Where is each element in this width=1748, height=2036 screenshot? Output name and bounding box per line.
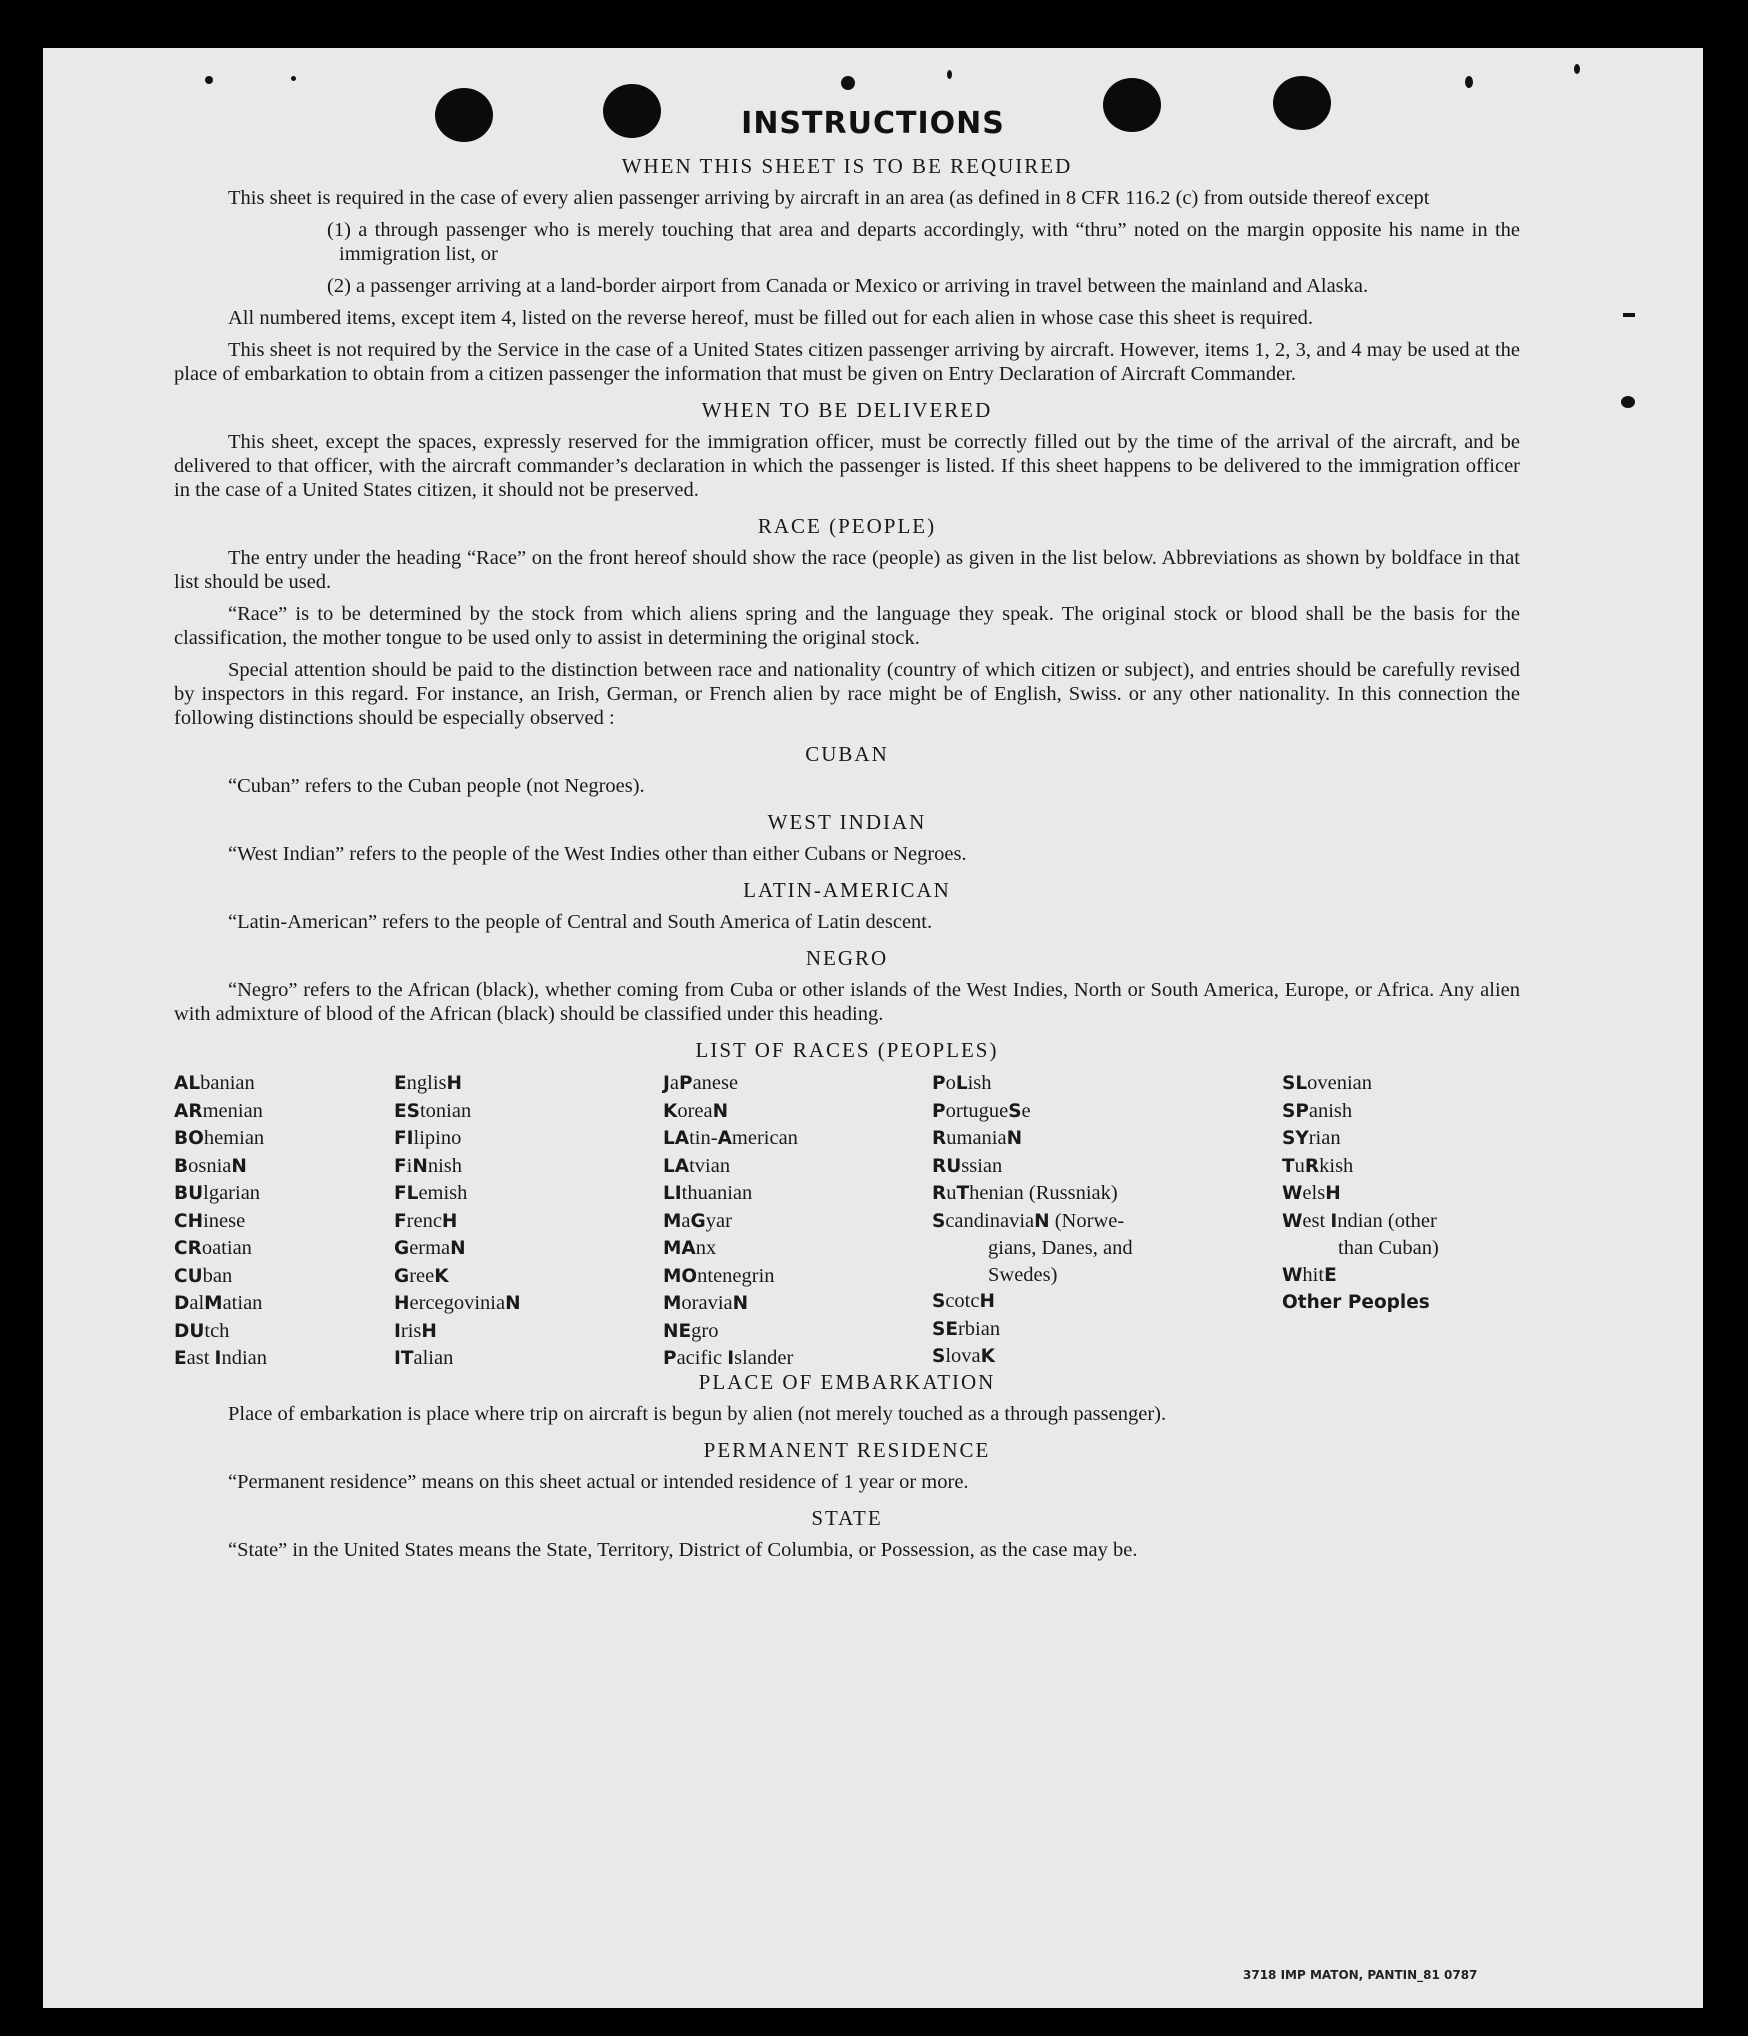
paragraph: All numbered items, except item 4, listed on the reverse hereof, must be filled out for each alien in whose case this sheet is required. (228, 307, 1314, 329)
instructions-body (174, 154, 1520, 1562)
race-abbreviation: F (394, 1210, 407, 1232)
race-abbreviation: H (421, 1320, 437, 1342)
race-abbreviation: SE (932, 1318, 958, 1340)
race-abbreviation: W (1282, 1210, 1303, 1232)
race-abbreviation: K (980, 1346, 995, 1367)
race-abbreviation: P (679, 1073, 693, 1094)
race-abbreviation: N (732, 1293, 749, 1314)
race-abbreviation: H (1325, 1183, 1341, 1204)
paragraph: “Cuban” refers to the Cuban people (not Negroes). (228, 775, 645, 797)
section-heading-when-delivered: WHEN TO BE DELIVERED (701, 398, 993, 422)
race-list-item (663, 1290, 913, 1318)
race-list-item (663, 1180, 913, 1208)
race-name-part: al (189, 1292, 205, 1314)
race-abbreviation: R (1304, 1155, 1320, 1177)
race-name-part: lgarian (203, 1182, 261, 1204)
race-abbreviation: D (174, 1293, 190, 1314)
race-list-item (1282, 1153, 1522, 1181)
race-name-part: rbian (957, 1317, 1001, 1340)
race-abbreviation: ES (394, 1100, 420, 1122)
race-list-item (932, 1180, 1232, 1208)
race-list-item (663, 1263, 913, 1291)
race-name-part: tch (204, 1319, 230, 1342)
race-abbreviation: IT (394, 1348, 414, 1369)
race-list-item (663, 1345, 913, 1373)
race-abbreviation: I (394, 1320, 401, 1342)
race-name-part: tonian (419, 1099, 472, 1122)
race-name-part: ban (202, 1264, 233, 1287)
race-list-item (174, 1318, 374, 1346)
race-list-item (932, 1262, 1232, 1289)
race-name-part: banian (200, 1072, 255, 1094)
race-abbreviation: N (712, 1100, 729, 1122)
race-list-item (394, 1098, 634, 1126)
race-name-part: ndian (other (1337, 1209, 1437, 1232)
race-name-part: yar (705, 1209, 732, 1232)
ink-speck (841, 76, 855, 90)
race-name-part: emish (418, 1182, 468, 1204)
race-list-item (394, 1318, 634, 1346)
race-abbreviation: G (690, 1210, 706, 1232)
race-name-part: ast (186, 1347, 215, 1369)
race-list-item (1282, 1262, 1522, 1290)
race-abbreviation: CU (174, 1265, 203, 1287)
race-list-column (394, 1070, 634, 1373)
race-abbreviation: SL (1282, 1073, 1308, 1094)
race-abbreviation: N (231, 1155, 247, 1177)
paragraph: This sheet, except the spaces, expressly reserved for the immigration officer, must be correctly filled out by the time of the arrival of the aircraft, and be delivered to that officer, with the aircraft commander’s declaration in which the passenger is listed. If this sheet happens to be delivered to the immigration officer in the case of a United States citizen, it should not be preserved. (174, 431, 1520, 501)
race-abbreviation: E (394, 1073, 407, 1094)
race-abbreviation: M (663, 1210, 682, 1232)
race-abbreviation: H (441, 1210, 458, 1232)
race-list-column (1282, 1070, 1522, 1317)
race-abbreviation: K (434, 1265, 449, 1287)
page-title: INSTRUCTIONS (741, 106, 1005, 141)
race-name-part: a (681, 1209, 691, 1232)
race-abbreviation: S (932, 1346, 946, 1367)
race-abbreviation: S (1008, 1100, 1022, 1122)
race-list-item (1282, 1208, 1522, 1236)
race-abbreviation: NE (663, 1320, 692, 1342)
paragraph: “Latin-American” refers to the people of Central and South America of Latin descent. (228, 911, 933, 933)
race-abbreviation: F (394, 1155, 407, 1177)
race-list-item (394, 1235, 634, 1263)
race-name-part: i (406, 1154, 413, 1177)
race-name-part: Swedes) (988, 1263, 1058, 1286)
form-number: 3718 IMP MATON, PANTIN_81 0787 (1243, 1968, 1478, 1982)
race-list-column (932, 1070, 1232, 1371)
section-heading-west-indian: WEST INDIAN (767, 810, 927, 834)
race-name-part: slander (734, 1347, 794, 1369)
race-abbreviation: MO (663, 1265, 698, 1287)
race-abbreviation: CR (174, 1238, 202, 1259)
race-list-item (174, 1345, 374, 1373)
section-heading-latin-american: LATIN-AMERICAN (743, 878, 951, 902)
race-list-item (394, 1070, 634, 1098)
race-abbreviation: E (1324, 1264, 1337, 1286)
race-list-item (1282, 1125, 1522, 1153)
race-name-part: est (1302, 1209, 1331, 1232)
race-abbreviation: I (727, 1348, 735, 1369)
race-name-part: hemian (203, 1127, 265, 1149)
race-name-part: hit (1302, 1263, 1325, 1286)
ink-speck (1574, 64, 1580, 74)
race-list-item (932, 1125, 1232, 1153)
race-list-item (174, 1070, 374, 1098)
race-list-item (932, 1288, 1232, 1316)
race-abbreviation: R (932, 1183, 947, 1204)
race-abbreviation: DU (174, 1320, 205, 1342)
paragraph: “Race” is to be determined by the stock from which aliens spring and the language they speak. The original stock or blood shall be the basis for the classification, the mother tongue to be used only to assist in determining the original stock. (174, 603, 1520, 649)
race-list-item (663, 1098, 913, 1126)
race-abbreviation: A (717, 1128, 732, 1149)
race-list-item (932, 1235, 1232, 1262)
race-list-item (1282, 1289, 1522, 1317)
race-name-part: lipino (413, 1127, 462, 1149)
race-name-part: anese (692, 1072, 739, 1094)
race-abbreviation: AR (174, 1100, 203, 1122)
paragraph: The entry under the heading “Race” on the front hereof should show the race (people) as given in the list below. Abbreviations as shown by boldface in that list should be used. (174, 547, 1520, 593)
race-abbreviation: AL (174, 1073, 201, 1094)
race-name-part: (Norwe- (1049, 1209, 1125, 1232)
race-abbreviation: LI (663, 1183, 682, 1204)
race-list-item (663, 1153, 913, 1181)
race-abbreviation: SP (1282, 1100, 1309, 1122)
race-abbreviation: Other Peoples (1282, 1292, 1430, 1313)
race-name-part: anish (1308, 1099, 1353, 1122)
race-abbreviation: P (932, 1100, 946, 1122)
race-abbreviation: N (412, 1155, 428, 1177)
race-name-part: gians, Danes, and (988, 1237, 1133, 1259)
section-heading-state: STATE (811, 1506, 883, 1530)
race-name-part: henian (Russniak) (969, 1182, 1118, 1204)
race-name-part: tin- (689, 1127, 718, 1149)
race-name-part: els (1302, 1182, 1326, 1204)
race-list-item (174, 1290, 374, 1318)
race-name-part: ovenian (1307, 1072, 1373, 1094)
paragraph: “State” in the United States means the State, Territory, District of Columbia, or Possession, as the case may be. (228, 1539, 1138, 1561)
race-name-part: umania (946, 1127, 1007, 1149)
race-abbreviation: P (663, 1348, 677, 1369)
race-name-part: o (945, 1072, 956, 1094)
race-name-part: rian (1308, 1127, 1341, 1149)
race-name-part: ortugue (945, 1099, 1009, 1122)
paragraph: “Negro” refers to the African (black), whether coming from Cuba or other islands of the West Indies, North or South America, Europe, or Africa. Any alien with admixture of blood of the African (black) should be classified under this heading. (174, 979, 1520, 1025)
race-name-part: nglis (406, 1072, 447, 1094)
race-abbreviation: N (505, 1293, 521, 1314)
race-abbreviation: S (932, 1210, 946, 1232)
race-list-item (1282, 1098, 1522, 1126)
race-list-item (932, 1070, 1232, 1098)
race-list-item (932, 1098, 1232, 1126)
race-name-part: menian (202, 1099, 263, 1122)
race-name-part: ris (400, 1319, 422, 1342)
race-name-part: ndian (221, 1347, 267, 1369)
race-abbreviation: J (663, 1073, 670, 1094)
race-name-part: lova (945, 1345, 981, 1367)
race-abbreviation: M (204, 1293, 223, 1314)
race-name-part: alian (413, 1347, 454, 1369)
race-abbreviation: BO (174, 1128, 204, 1149)
section-heading-race: RACE (PEOPLE) (757, 514, 937, 538)
race-abbreviation: N (1034, 1210, 1050, 1232)
race-list-item (174, 1098, 374, 1126)
race-list-item (174, 1263, 374, 1291)
ink-speck (291, 76, 296, 81)
race-name-part: candinavia (945, 1209, 1035, 1232)
race-abbreviation: N (1006, 1128, 1023, 1149)
race-list-item (394, 1208, 634, 1236)
race-name-part: ish (967, 1072, 992, 1094)
race-name-part: than Cuban) (1338, 1237, 1439, 1259)
document-sheet (43, 48, 1703, 2008)
race-name-part: acific (676, 1347, 728, 1369)
race-abbreviation: P (932, 1073, 946, 1094)
race-list-item (394, 1263, 634, 1291)
race-list-item (932, 1153, 1232, 1181)
race-abbreviation: CH (174, 1210, 204, 1232)
section-heading-when-required: WHEN THIS SHEET IS TO BE REQUIRED (621, 154, 1073, 178)
race-name-part: nish (427, 1154, 463, 1177)
race-abbreviation: I (214, 1348, 222, 1369)
race-name-part: oravia (681, 1292, 733, 1314)
race-name-part: ntenegrin (697, 1264, 775, 1287)
section-heading-residence: PERMANENT RESIDENCE (703, 1438, 991, 1462)
race-abbreviation: S (932, 1291, 946, 1312)
race-list-item (174, 1208, 374, 1236)
race-abbreviation: L (955, 1073, 968, 1094)
race-abbreviation: LA (663, 1155, 690, 1177)
race-list-item (1282, 1180, 1522, 1208)
paragraph: This sheet is not required by the Service in the case of a United States citizen passenger arriving by aircraft. However, items 1, 2, 3, and 4 may be used at the place of embarkation to obtain from a citizen passenger the information that must be given on Entry Declaration of Aircraft Commander. (174, 339, 1520, 385)
race-list-item (394, 1180, 634, 1208)
race-abbreviation: N (450, 1238, 466, 1259)
paragraph: “West Indian” refers to the people of the West Indies other than either Cubans or Negroes. (228, 843, 967, 865)
race-abbreviation: G (394, 1265, 410, 1287)
race-abbreviation: BU (174, 1183, 204, 1204)
race-list-item (663, 1208, 913, 1236)
race-abbreviation: H (394, 1293, 410, 1314)
paragraph: Special attention should be paid to the distinction between race and nationality (country of which citizen or subject), and entries should be carefully revised by inspectors in this regard. For instance, an Irish, German, or French alien by race might be of English, Swiss. or any other nationality. In this connection the following distinctions should be especially observed : (174, 659, 1520, 729)
race-abbreviation: I (1330, 1210, 1338, 1232)
ink-speck (1465, 76, 1473, 88)
race-abbreviation: H (979, 1291, 995, 1312)
list-item: (2) a passenger arriving at a land-border airport from Canada or Mexico or arriving in travel between the mainland and Alaska. (327, 275, 1369, 297)
race-abbreviation: FL (394, 1183, 419, 1204)
race-list-item (174, 1125, 374, 1153)
section-heading-negro: NEGRO (805, 946, 889, 970)
race-name-part: thuanian (681, 1182, 753, 1204)
race-name-part: merican (731, 1127, 798, 1149)
paragraph: “Permanent residence” means on this sheet actual or intended residence of 1 year or more. (228, 1471, 969, 1493)
race-name-part: gro (691, 1319, 719, 1342)
race-list-item (932, 1343, 1232, 1371)
race-list-item (394, 1125, 634, 1153)
race-list-item (663, 1070, 913, 1098)
race-list-item (174, 1153, 374, 1181)
race-list-item (663, 1318, 913, 1346)
race-list-column (174, 1070, 374, 1373)
paragraph: Place of embarkation is place where trip on aircraft is begun by alien (not merely touched as a through passenger). (228, 1403, 1167, 1425)
paragraph: This sheet is required in the case of every alien passenger arriving by aircraft in an area (as defined in 8 CFR 116.2 (c) from outside thereof except (228, 187, 1430, 209)
race-list-item (1282, 1235, 1522, 1262)
race-abbreviation: M (663, 1293, 682, 1314)
section-heading-cuban: CUBAN (805, 742, 889, 766)
race-abbreviation: H (446, 1073, 462, 1094)
race-name-part: e (1021, 1099, 1031, 1122)
race-list-item (394, 1290, 634, 1318)
ink-speck (1623, 313, 1635, 317)
race-abbreviation: R (932, 1128, 947, 1149)
race-name-part: nx (695, 1237, 717, 1259)
race-list-item (394, 1345, 634, 1373)
race-list-item (174, 1180, 374, 1208)
race-abbreviation: E (174, 1348, 187, 1369)
race-abbreviation: SY (1282, 1128, 1309, 1149)
ink-speck (947, 70, 952, 79)
race-abbreviation: T (1282, 1155, 1295, 1177)
race-abbreviation: RU (932, 1155, 962, 1177)
race-list-item (932, 1208, 1232, 1236)
race-name-part: u (946, 1182, 957, 1204)
race-name-part: ercegovinia (409, 1292, 506, 1314)
section-heading-embarkation: PLACE OF EMBARKATION (698, 1370, 996, 1394)
ink-speck (1621, 396, 1635, 408)
race-name-part: oatian (201, 1237, 252, 1259)
race-abbreviation: W (1282, 1183, 1303, 1204)
race-name-part: tvian (689, 1154, 731, 1177)
race-name-part: ssian (961, 1154, 1003, 1177)
race-name-part: cotc (945, 1290, 980, 1312)
race-name-part: inese (203, 1209, 246, 1232)
ink-speck (205, 76, 213, 84)
race-name-part: osnia (188, 1154, 232, 1177)
race-name-part: erma (409, 1237, 451, 1259)
race-abbreviation: B (174, 1155, 189, 1177)
race-name-part: a (669, 1072, 679, 1094)
race-list-item (1282, 1070, 1522, 1098)
race-abbreviation: K (663, 1100, 678, 1122)
race-name-part: renc (406, 1209, 442, 1232)
race-abbreviation: LA (663, 1128, 690, 1149)
race-name-part: kish (1319, 1154, 1354, 1177)
section-heading-race-list: LIST OF RACES (PEOPLES) (695, 1038, 999, 1062)
race-list-column (663, 1070, 913, 1373)
race-list (174, 1070, 1520, 1369)
race-list-item (663, 1125, 913, 1153)
race-abbreviation: W (1282, 1264, 1303, 1286)
race-list-item (394, 1153, 634, 1181)
list-item: (1) a through passenger who is merely touching that area and departs accordingly, with “thru” noted on the margin opposite his name in the immigration list, or (327, 219, 1520, 265)
race-abbreviation: T (956, 1183, 970, 1204)
race-name-part: atian (222, 1292, 263, 1314)
race-abbreviation: G (394, 1238, 410, 1259)
race-name-part: u (1294, 1154, 1305, 1177)
race-name-part: orea (677, 1099, 713, 1122)
race-name-part: ree (409, 1264, 435, 1287)
race-abbreviation: FI (394, 1128, 414, 1149)
race-list-item (932, 1316, 1232, 1344)
race-abbreviation: MA (663, 1238, 696, 1259)
race-list-item (174, 1235, 374, 1263)
race-list-item (663, 1235, 913, 1263)
